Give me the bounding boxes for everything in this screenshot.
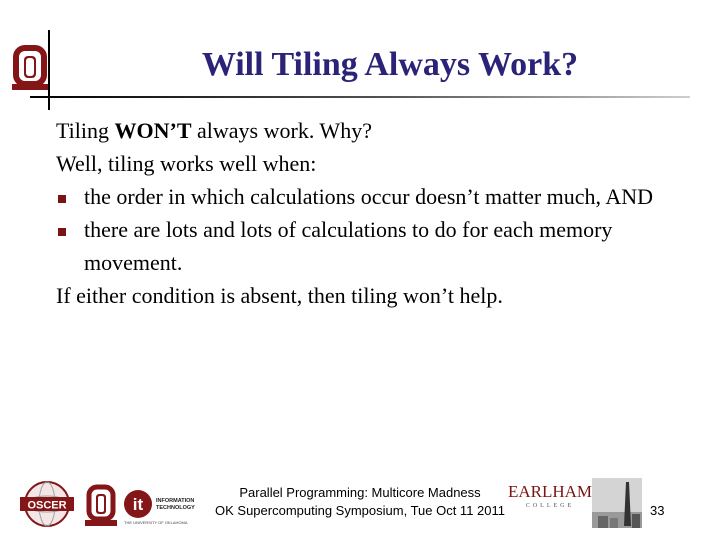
oscer-logo-text: OSCER (27, 499, 67, 512)
emphasis-wont: WON’T (114, 118, 192, 143)
ou-logo-icon (10, 44, 50, 92)
page-number: 33 (650, 503, 665, 518)
footer-line-2: OK Supercomputing Symposium, Tue Oct 11 2011 (215, 503, 505, 518)
bullet-square-icon (58, 228, 66, 236)
condition-intro-line: Well, tiling works well when: (56, 151, 317, 176)
header-vertical-rule (48, 30, 50, 110)
tower-photo-icon (592, 478, 642, 528)
it-logo-icon (122, 484, 204, 528)
bullet-item (56, 180, 696, 213)
bullet-item (56, 213, 696, 279)
it-logo-sub1: INFORMATION (156, 498, 195, 504)
bullet-text: there are lots and lots of calculations to do for each memory movement. (84, 217, 613, 275)
conclusion-line: If either condition is absent, then tiling won’t help. (56, 283, 503, 308)
it-logo-sub3: THE UNIVERSITY OF OKLAHOMA (124, 520, 188, 525)
earlham-logo-icon (508, 480, 592, 510)
oscer-logo-icon (16, 480, 78, 528)
it-logo-sub2: TECHNOLOGY (156, 505, 195, 511)
ou-logo-small-icon (84, 484, 118, 528)
footer-line-1: Parallel Programming: Multicore Madness (239, 485, 481, 500)
bullet-square-icon (58, 195, 66, 203)
slide-title: Will Tiling Always Work? (201, 46, 579, 83)
footer-caption (210, 484, 510, 520)
header-horizontal-rule (30, 96, 690, 98)
intro-text-end: always work. Why? (191, 118, 372, 143)
earlham-logo-subtext: COLLEGE (525, 503, 575, 509)
it-logo-text: it (132, 495, 144, 514)
bullet-text: the order in which calculations occur doesn’t matter much, AND (84, 184, 653, 209)
slide-body (56, 114, 696, 312)
intro-line (56, 114, 696, 147)
earlham-logo-text: EARLHAM (508, 482, 592, 501)
intro-text-start: Tiling (56, 118, 115, 143)
